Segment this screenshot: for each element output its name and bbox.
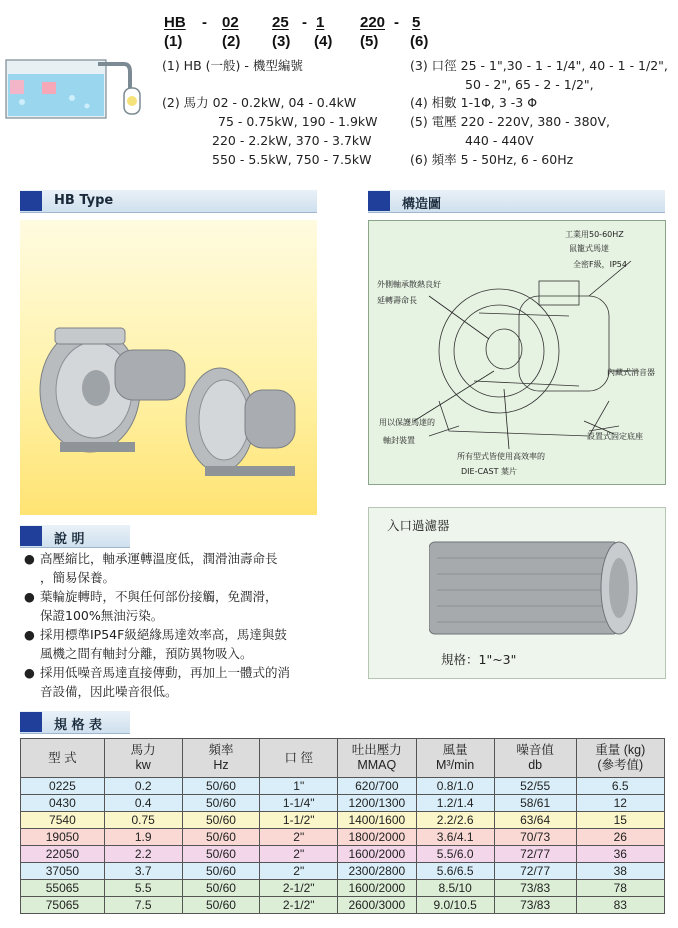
- column-header: [260, 739, 338, 778]
- legend-voltage: (5) 電壓 220 - 220V, 380 - 380V,: [410, 114, 611, 129]
- table-cell: 0.8/1.0: [416, 778, 494, 795]
- legend-port: 50 - 2", 65 - 2 - 1/2",: [465, 77, 594, 92]
- table-cell: 2-1/2": [260, 880, 338, 897]
- table-row: [21, 846, 665, 863]
- description-item: ● 葉輪旋轉時，不與任何部份接觸，免潤滑， 保證100%無油污染。: [24, 589, 278, 623]
- column-header-label: 風量: [442, 743, 468, 757]
- table-cell: 22050: [21, 846, 105, 863]
- column-header-label: 頻率: [208, 743, 234, 757]
- table-cell: 15: [576, 812, 664, 829]
- table-cell: 620/700: [338, 778, 417, 795]
- annotation: 內藏式消音器: [607, 368, 655, 377]
- table-cell: 55065: [21, 880, 105, 897]
- table-cell: 70/73: [494, 829, 576, 846]
- code-sep: -: [394, 14, 399, 31]
- blower-image: [20, 220, 317, 515]
- table-cell: 72/77: [494, 863, 576, 880]
- table-row: [21, 778, 665, 795]
- table-cell: 50/60: [182, 778, 260, 795]
- legend-hp: 550 - 5.5kW, 750 - 7.5kW: [212, 152, 372, 167]
- table-cell: 2.2: [104, 846, 182, 863]
- table-row: [21, 880, 665, 897]
- table-cell: 0.2: [104, 778, 182, 795]
- filter-spec: 規格：1"~3": [441, 652, 517, 667]
- table-cell: 50/60: [182, 880, 260, 897]
- table-cell: 8.5/10: [416, 880, 494, 897]
- description-item: ● 採用低噪音馬達直接傳動，再加上一體式的消 音設備，因此噪音很低。: [24, 665, 291, 699]
- column-header: [182, 739, 260, 778]
- table-cell: 75065: [21, 897, 105, 914]
- table-row: [21, 897, 665, 914]
- bullet-icon: ●: [24, 627, 35, 642]
- table-cell: 50/60: [182, 812, 260, 829]
- column-header-unit: kw: [135, 758, 151, 772]
- table-cell: 78: [576, 880, 664, 897]
- table-row: [21, 812, 665, 829]
- column-header-label: 吐出壓力: [351, 743, 402, 757]
- table-cell: 1200/1300: [338, 795, 417, 812]
- table-cell: 63/64: [494, 812, 576, 829]
- table-cell: 3.7: [104, 863, 182, 880]
- column-header: [576, 739, 664, 778]
- legend-hp: (2) 馬力 02 - 0.2kW, 04 - 0.4kW: [162, 95, 357, 110]
- table-row: [21, 829, 665, 846]
- table-cell: 72/77: [494, 846, 576, 863]
- table-cell: 1400/1600: [338, 812, 417, 829]
- table-cell: 12: [576, 795, 664, 812]
- table-cell: 3.6/4.1: [416, 829, 494, 846]
- column-header-label: 型 式: [48, 750, 77, 765]
- annotation: 所有型式皆使用高效率的: [457, 452, 545, 461]
- column-header-label: 馬力: [130, 743, 156, 757]
- table-cell: 1600/2000: [338, 880, 417, 897]
- table-row: [21, 863, 665, 880]
- table-cell: 1-1/2": [260, 812, 338, 829]
- code-part-3: 25: [272, 14, 289, 31]
- code-sep: -: [302, 14, 307, 31]
- table-cell: 50/60: [182, 795, 260, 812]
- table-cell: 26: [576, 829, 664, 846]
- code-part-4: 1: [316, 14, 325, 31]
- annotation: 軸封裝置: [383, 436, 415, 445]
- table-cell: 36: [576, 846, 664, 863]
- column-header-unit: db: [528, 758, 543, 772]
- annotation: 外側軸承散熱良好: [377, 280, 441, 289]
- code-index: (6): [410, 33, 429, 50]
- tank-illustration: [2, 50, 157, 130]
- table-cell: 5.5/6.0: [416, 846, 494, 863]
- table-cell: 1-1/4": [260, 795, 338, 812]
- table-cell: 2": [260, 846, 338, 863]
- column-header: [338, 739, 417, 778]
- table-cell: 0.4: [104, 795, 182, 812]
- column-header: [21, 739, 105, 778]
- filter-image: [429, 538, 649, 638]
- table-cell: 50/60: [182, 846, 260, 863]
- table-cell: 83: [576, 897, 664, 914]
- section-header-structure: 構造圖: [368, 190, 665, 213]
- section-header-hb-type: HB Type: [20, 190, 317, 213]
- product-photo: [20, 220, 317, 515]
- spec-table: [20, 738, 665, 914]
- legend-port: (3) 口徑 25 - 1",30 - 1 - 1/4", 40 - 1 - 1/2",: [410, 58, 668, 73]
- legend-frequency: (6) 頻率 5 - 50Hz, 6 - 60Hz: [410, 152, 574, 167]
- table-cell: 1600/2000: [338, 846, 417, 863]
- column-header-unit: Hz: [213, 758, 229, 772]
- legend-voltage: 440 - 440V: [465, 133, 534, 148]
- code-sep: -: [202, 14, 207, 31]
- code-part-6: 5: [412, 14, 421, 31]
- table-cell: 19050: [21, 829, 105, 846]
- table-cell: 6.5: [576, 778, 664, 795]
- table-cell: 0430: [21, 795, 105, 812]
- table-cell: 2": [260, 863, 338, 880]
- filter-title: 入口過濾器: [387, 518, 450, 533]
- code-index: (1): [164, 33, 183, 50]
- annotation: 全密F級，IP54: [573, 260, 627, 269]
- column-header-unit: M³/min: [436, 758, 475, 772]
- table-cell: 5.5: [104, 880, 182, 897]
- table-cell: 2-1/2": [260, 897, 338, 914]
- table-cell: 9.0/10.5: [416, 897, 494, 914]
- column-header-label: 重量 (kg): [595, 743, 646, 757]
- table-cell: 1": [260, 778, 338, 795]
- code-index: (5): [360, 33, 379, 50]
- description-item: ● 高壓縮比，軸承運轉溫度低，潤滑油壽命長 ，簡易保養。: [24, 551, 278, 585]
- column-header-unit: MMAQ: [357, 758, 397, 772]
- structure-diagram: [368, 220, 666, 485]
- table-cell: 50/60: [182, 829, 260, 846]
- table-cell: 2300/2800: [338, 863, 417, 880]
- table-cell: 73/83: [494, 897, 576, 914]
- column-header: [104, 739, 182, 778]
- table-cell: 7.5: [104, 897, 182, 914]
- table-cell: 1.2/1.4: [416, 795, 494, 812]
- legend-phase: (4) 相數 1-1Φ, 3 -3 Φ: [410, 95, 538, 110]
- legend-model: (1) HB (一般) - 機型編號: [162, 58, 303, 73]
- annotation: 鼠籠式馬達: [569, 244, 609, 253]
- table-cell: 50/60: [182, 897, 260, 914]
- table-cell: 2": [260, 829, 338, 846]
- column-header-label: 噪音值: [516, 743, 554, 757]
- table-cell: 0.75: [104, 812, 182, 829]
- bullet-icon: ●: [24, 665, 35, 680]
- table-cell: 0225: [21, 778, 105, 795]
- bullet-icon: ●: [24, 551, 35, 566]
- table-header-row: [21, 739, 665, 778]
- annotation: 延轉壽命長: [377, 296, 417, 305]
- annotation: 設置式固定底座: [587, 432, 643, 441]
- legend-hp: 75 - 0.75kW, 190 - 1.9kW: [218, 114, 378, 129]
- table-cell: 58/61: [494, 795, 576, 812]
- column-header-unit: (參考值): [597, 758, 644, 772]
- table-row: [21, 795, 665, 812]
- table-cell: 5.6/6.5: [416, 863, 494, 880]
- annotation: 用以保護馬達的: [379, 418, 435, 427]
- section-header-spec: 規 格 表: [20, 711, 130, 734]
- table-cell: 73/83: [494, 880, 576, 897]
- column-header: [416, 739, 494, 778]
- table-cell: 2.2/2.6: [416, 812, 494, 829]
- code-part-1: HB: [164, 14, 186, 31]
- code-index: (4): [314, 33, 333, 50]
- table-cell: 1.9: [104, 829, 182, 846]
- description-item: ● 採用標準IP54F級絕緣馬達效率高，馬達與鼓 風機之間有軸封分離，預防異物吸入。: [24, 627, 287, 661]
- code-index: (3): [272, 33, 291, 50]
- table-cell: 38: [576, 863, 664, 880]
- annotation: 工業用50-60HZ: [565, 230, 624, 239]
- column-header-label: 口 徑: [284, 750, 313, 765]
- table-cell: 2600/3000: [338, 897, 417, 914]
- table-cell: 7540: [21, 812, 105, 829]
- table-cell: 50/60: [182, 863, 260, 880]
- legend-hp: 220 - 2.2kW, 370 - 3.7kW: [212, 133, 372, 148]
- table-cell: 1800/2000: [338, 829, 417, 846]
- code-part-2: 02: [222, 14, 239, 31]
- code-part-5: 220: [360, 14, 386, 31]
- bullet-icon: ●: [24, 589, 35, 604]
- table-cell: 37050: [21, 863, 105, 880]
- annotation: DIE-CAST 葉片: [461, 467, 518, 476]
- table-cell: 52/55: [494, 778, 576, 795]
- inlet-filter-panel: [368, 507, 666, 679]
- column-header: [494, 739, 576, 778]
- code-index: (2): [222, 33, 241, 50]
- section-header-description: 說 明: [20, 525, 130, 548]
